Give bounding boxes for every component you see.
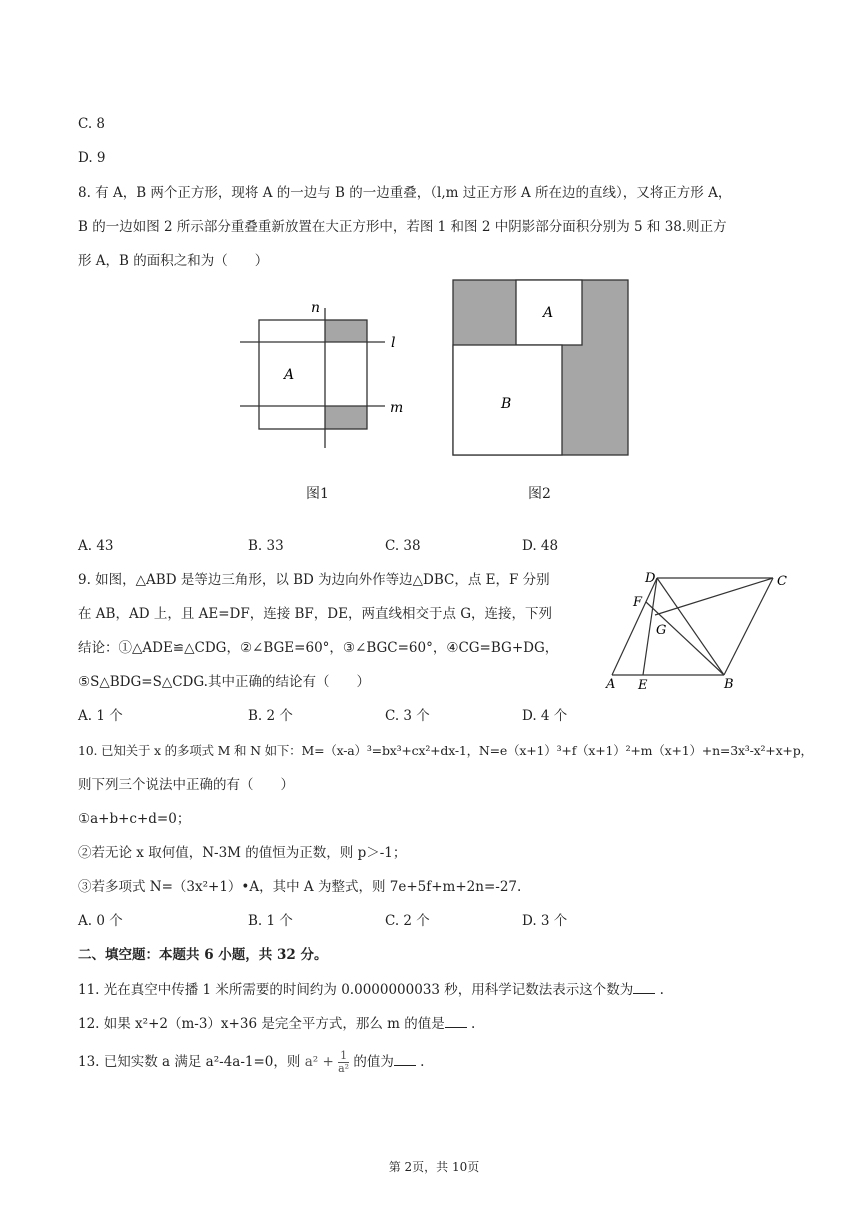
- fig1-label-m: m: [390, 400, 404, 416]
- figure-q9: [600, 568, 800, 693]
- question-11-period: .: [659, 982, 664, 998]
- question-8-line-2: B 的一边如图 2 所示部分重叠重新放置在大正方形中，若图 1 和图 2 中阴影部分面积分别为 5 和 38.则正方: [78, 219, 727, 235]
- q13-frac-den: a²: [338, 1062, 350, 1075]
- question-10-line-2: 则下列三个说法中正确的有（ ）: [78, 777, 294, 793]
- q9-option-b: B. 2 个: [248, 708, 293, 724]
- fig2-label-a: A: [543, 305, 554, 321]
- q10-option-b: B. 1 个: [248, 913, 293, 929]
- q10-option-a: A. 0 个: [78, 913, 123, 929]
- question-13-tail: 的值为: [353, 1054, 394, 1070]
- fig9-label-c: C: [777, 574, 787, 589]
- question-13-period: .: [420, 1054, 425, 1070]
- fig1-label-n: n: [311, 300, 321, 316]
- q13-frac-num: 1: [340, 1049, 348, 1062]
- question-12-text: 12. 如果 x²+2（m-3）x+36 是完全平方式，那么 m 的值是: [78, 1016, 445, 1032]
- fig9-label-a: A: [606, 677, 616, 692]
- q8-option-a: A. 43: [78, 538, 114, 554]
- question-10-statement-1: ①a+b+c+d=0；: [78, 811, 191, 827]
- q10-option-c: C. 2 个: [385, 913, 430, 929]
- q9-option-c: C. 3 个: [385, 708, 430, 724]
- option-c-prev: C. 8: [78, 116, 106, 132]
- question-9-line-1: 9. 如图，△ABD 是等边三角形，以 BD 为边向外作等边△DBC，点 E，F 分别: [78, 572, 550, 588]
- question-12-period: .: [471, 1016, 476, 1032]
- fig1-shade-bottom: [325, 406, 367, 429]
- q9-option-d: D. 4 个: [522, 708, 568, 724]
- question-8-line-1: 8. 有 A，B 两个正方形，现将 A 的一边与 B 的一边重叠，（l,m 过正方形 A 所在边的直线），又将正方形 A，: [78, 185, 732, 201]
- fig1-label-a: A: [284, 367, 295, 383]
- fig9-label-d: D: [645, 571, 656, 586]
- q8-option-c: C. 38: [385, 538, 421, 554]
- q13-fraction: [338, 1050, 349, 1075]
- question-11: [78, 979, 664, 1000]
- question-10-line-1: 10. 已知关于 x 的多项式 M 和 N 如下：M=（x-a）³=bx³+cx²+dx-1，N=e（x+1）³+f（x+1）²+m（x+1）+n=3x³-x²+x+p，: [78, 743, 813, 758]
- question-13-text: 13. 已知实数 a 满足 a²-4a-1=0，则: [78, 1054, 301, 1070]
- fig2-label-b: B: [501, 396, 512, 412]
- figure-1-caption: 图1: [306, 486, 329, 502]
- answer-blank-11[interactable]: [633, 979, 655, 994]
- fig9-label-e: E: [638, 678, 648, 693]
- q9-option-a: A. 1 个: [78, 708, 123, 724]
- question-9-line-2: 在 AB，AD 上，且 AE=DF，连接 BF，DE，两直线相交于点 G，连接，下列: [78, 606, 553, 622]
- question-9-line-3: 结论：①△ADE≌△CDG，②∠BGE=60°，③∠BGC=60°，④CG=BG+DG，: [78, 640, 559, 656]
- question-10-statement-2: ②若无论 x 取何值，N-3M 的值恒为正数，则 p＞-1；: [78, 845, 407, 861]
- q8-option-b: B. 33: [248, 538, 284, 554]
- fig9-label-b: B: [724, 677, 734, 692]
- question-9-line-4: ⑤S△BDG=S△CDG.其中正确的结论有（ ）: [78, 674, 370, 690]
- question-11-text: 11. 光在真空中传播 1 米所需要的时间约为 0.0000000033 秒，用科学记数法表示这个数为: [78, 982, 634, 998]
- page-footer: 第 2页，共 10页: [388, 1160, 480, 1174]
- q13-expr-left: a² +: [304, 1054, 334, 1070]
- question-8-line-3: 形 A，B 的面积之和为（ ）: [78, 253, 269, 269]
- question-12: [78, 1013, 475, 1034]
- q8-option-d: D. 48: [522, 538, 559, 554]
- figure-2: [450, 277, 632, 459]
- fig1-shade-top: [325, 320, 367, 342]
- answer-blank-12[interactable]: [445, 1013, 467, 1028]
- fig9-label-f: F: [633, 595, 643, 610]
- section-2-heading: 二、填空题：本题共 6 小题，共 32 分。: [78, 947, 328, 963]
- fig1-label-l: l: [391, 335, 396, 351]
- q13-expression: [304, 1049, 354, 1075]
- question-13: [78, 1050, 424, 1075]
- question-10-statement-3: ③若多项式 N=（3x²+1）•A，其中 A 为整式，则 7e+5f+m+2n=-27.: [78, 879, 522, 895]
- figure-2-caption: 图2: [528, 486, 551, 502]
- figure-1: [235, 290, 410, 455]
- option-d-prev: D. 9: [78, 150, 106, 166]
- fig9-label-g: G: [656, 623, 667, 638]
- q10-option-d: D. 3 个: [522, 913, 568, 929]
- answer-blank-13[interactable]: [394, 1051, 416, 1066]
